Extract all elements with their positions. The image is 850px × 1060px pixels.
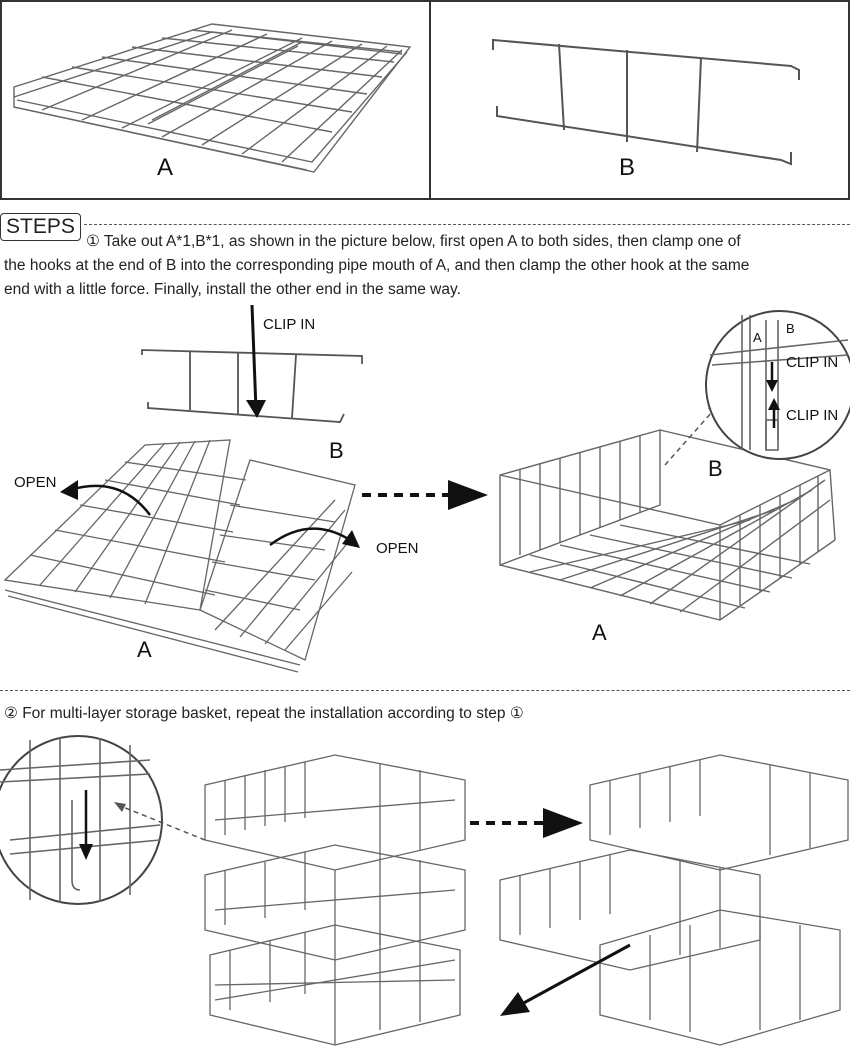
folded-basket-a-drawing <box>2 2 433 202</box>
floating-b-label: B <box>329 438 344 463</box>
pulled-drawer-stack <box>500 755 848 1045</box>
step2-diagram <box>0 730 850 1060</box>
part-b-panel <box>429 0 850 200</box>
stacked-baskets <box>205 755 465 1045</box>
opened-basket-a <box>5 440 355 672</box>
zoom-pointer <box>665 412 712 465</box>
end-frame-b-drawing <box>431 2 850 202</box>
zoom-clip-in-bottom-label: CLIP IN <box>786 407 839 424</box>
assembled-a-label: A <box>592 620 607 645</box>
step1-line3: end with a little force. Finally, install the other end in the same way. <box>4 281 461 298</box>
opened-a-label: A <box>137 637 152 662</box>
part-b-floating <box>142 350 362 422</box>
steps-heading: STEPS <box>0 213 81 241</box>
steps-divider-top <box>84 224 850 225</box>
assembled-b-label: B <box>708 456 723 481</box>
step1-line1: ① Take out A*1,B*1, as shown in the picture below, first open A to both sides, then clamp one of <box>86 233 741 250</box>
step2-text: ② For multi-layer storage basket, repeat the installation according to step ① <box>4 705 524 722</box>
step1-diagram <box>0 300 850 680</box>
zoom-b-label: B <box>786 321 795 336</box>
clip-in-label: CLIP IN <box>263 316 316 333</box>
pull-out-arrow <box>520 945 630 1005</box>
steps-divider-bottom <box>0 690 850 691</box>
zoom-a-label: A <box>753 330 762 345</box>
clip-in-arrow <box>252 305 256 410</box>
part-b-label: B <box>619 154 636 181</box>
part-a-label: A <box>157 154 174 181</box>
zoom-clip-in-top-label: CLIP IN <box>786 354 839 371</box>
part-a-panel <box>0 0 431 200</box>
step1-line2: the hooks at the end of B into the corresponding pipe mouth of A, and then clamp the other hook at the same <box>4 257 750 274</box>
open-left-label: OPEN <box>14 474 57 491</box>
open-right-label: OPEN <box>376 540 419 557</box>
